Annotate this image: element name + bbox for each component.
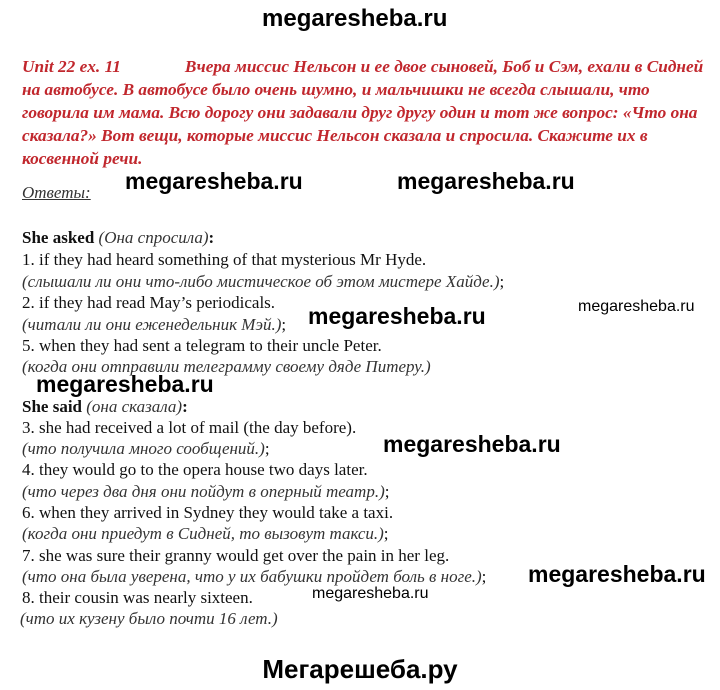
- answer-ru-text: (что через два дня они пойдут в оперный театр.): [22, 482, 385, 501]
- answer-ru-end: ;: [383, 524, 389, 543]
- answer-ru-text: (читали ли они еженедельник Мэй.): [22, 315, 282, 334]
- answer-ru-end: ;: [264, 439, 270, 458]
- answer-en: 8. their cousin was nearly sixteen.: [22, 588, 253, 607]
- footer-watermark: Мегарешеба.ру: [262, 654, 458, 684]
- answer-ru: [22, 524, 389, 544]
- she-asked-heading: [22, 228, 214, 248]
- she-said-heading: [22, 397, 188, 417]
- watermark: megaresheba.ru: [383, 431, 561, 457]
- she-asked-label: She asked: [22, 228, 95, 247]
- answer-en: 2. if they had read May’s periodicals.: [22, 293, 276, 312]
- answer-ru-end: ;: [499, 272, 505, 291]
- answer-ru-text: (когда они приедут в Сидней, то вызовут такси.): [22, 524, 384, 543]
- answer-ru-text: (что их кузену было почти 16 лет.): [20, 609, 278, 628]
- task-text: Вчера миссис Нельсон и ее двое сыновей, Боб и Сэм, ехали в Сидней на автобусе. В автобусе было очень шумно, и мальчишки не всегда слышали, что говорила им мама. Всю дорогу они задавали друг другу один и тот же вопрос: «Что она сказала?» Вот вещи, которые миссис Нельсон сказала и спросила. Скажите их в косвенной речи.: [22, 57, 704, 168]
- answer-ru: [22, 482, 389, 502]
- she-asked-translation: (Она спросила): [98, 228, 209, 247]
- answer-en: 6. when they arrived in Sydney they would take a taxi.: [22, 503, 394, 522]
- answer-en: 1. if they had heard something of that mysterious Mr Hyde.: [22, 250, 427, 269]
- answer-ru: [22, 439, 270, 459]
- watermark: megaresheba.ru: [312, 585, 429, 602]
- task-label: Unit 22 ex. 11: [22, 57, 121, 76]
- header-watermark: megaresheba.ru: [262, 5, 448, 32]
- answer-ru-end: ;: [481, 567, 487, 586]
- answer-ru-text: (что получила много сообщений.): [22, 439, 265, 458]
- answer-ru: [22, 272, 504, 292]
- she-said-label: She said: [22, 397, 82, 416]
- watermark: megaresheba.ru: [578, 298, 695, 315]
- answers-label: Ответы:: [22, 183, 91, 202]
- she-said-translation: (она сказала): [86, 397, 183, 416]
- answer-en: 5. when they had sent a telegram to their uncle Peter.: [22, 336, 382, 355]
- task-statement: [22, 55, 704, 170]
- heading-colon: :: [182, 397, 188, 416]
- heading-colon: :: [208, 228, 215, 247]
- answer-ru-end: ;: [384, 482, 390, 501]
- answer-en: 4. they would go to the opera house two days later.: [22, 460, 368, 479]
- watermark: megaresheba.ru: [308, 303, 486, 329]
- answer-en: 7. she was sure their granny would get over the pain in her leg.: [22, 546, 450, 565]
- answer-en: 3. she had received a lot of mail (the day before).: [22, 418, 357, 437]
- watermark: megaresheba.ru: [36, 371, 214, 397]
- watermark: megaresheba.ru: [125, 168, 303, 194]
- answer-ru: [20, 609, 278, 629]
- watermark: megaresheba.ru: [528, 561, 706, 587]
- watermark: megaresheba.ru: [397, 168, 575, 194]
- answer-ru-text: (слышали ли они что-либо мистическое об этом мистере Хайде.): [22, 272, 500, 291]
- answer-ru-text: (что она была уверена, что у их бабушки пройдет боль в ноге.): [22, 567, 482, 586]
- answer-ru-text: (когда они отправили телеграмму своему дяде Питеру.): [22, 357, 431, 376]
- answer-ru: [22, 315, 286, 335]
- answer-ru: [22, 567, 486, 587]
- answer-ru-end: ;: [281, 315, 287, 334]
